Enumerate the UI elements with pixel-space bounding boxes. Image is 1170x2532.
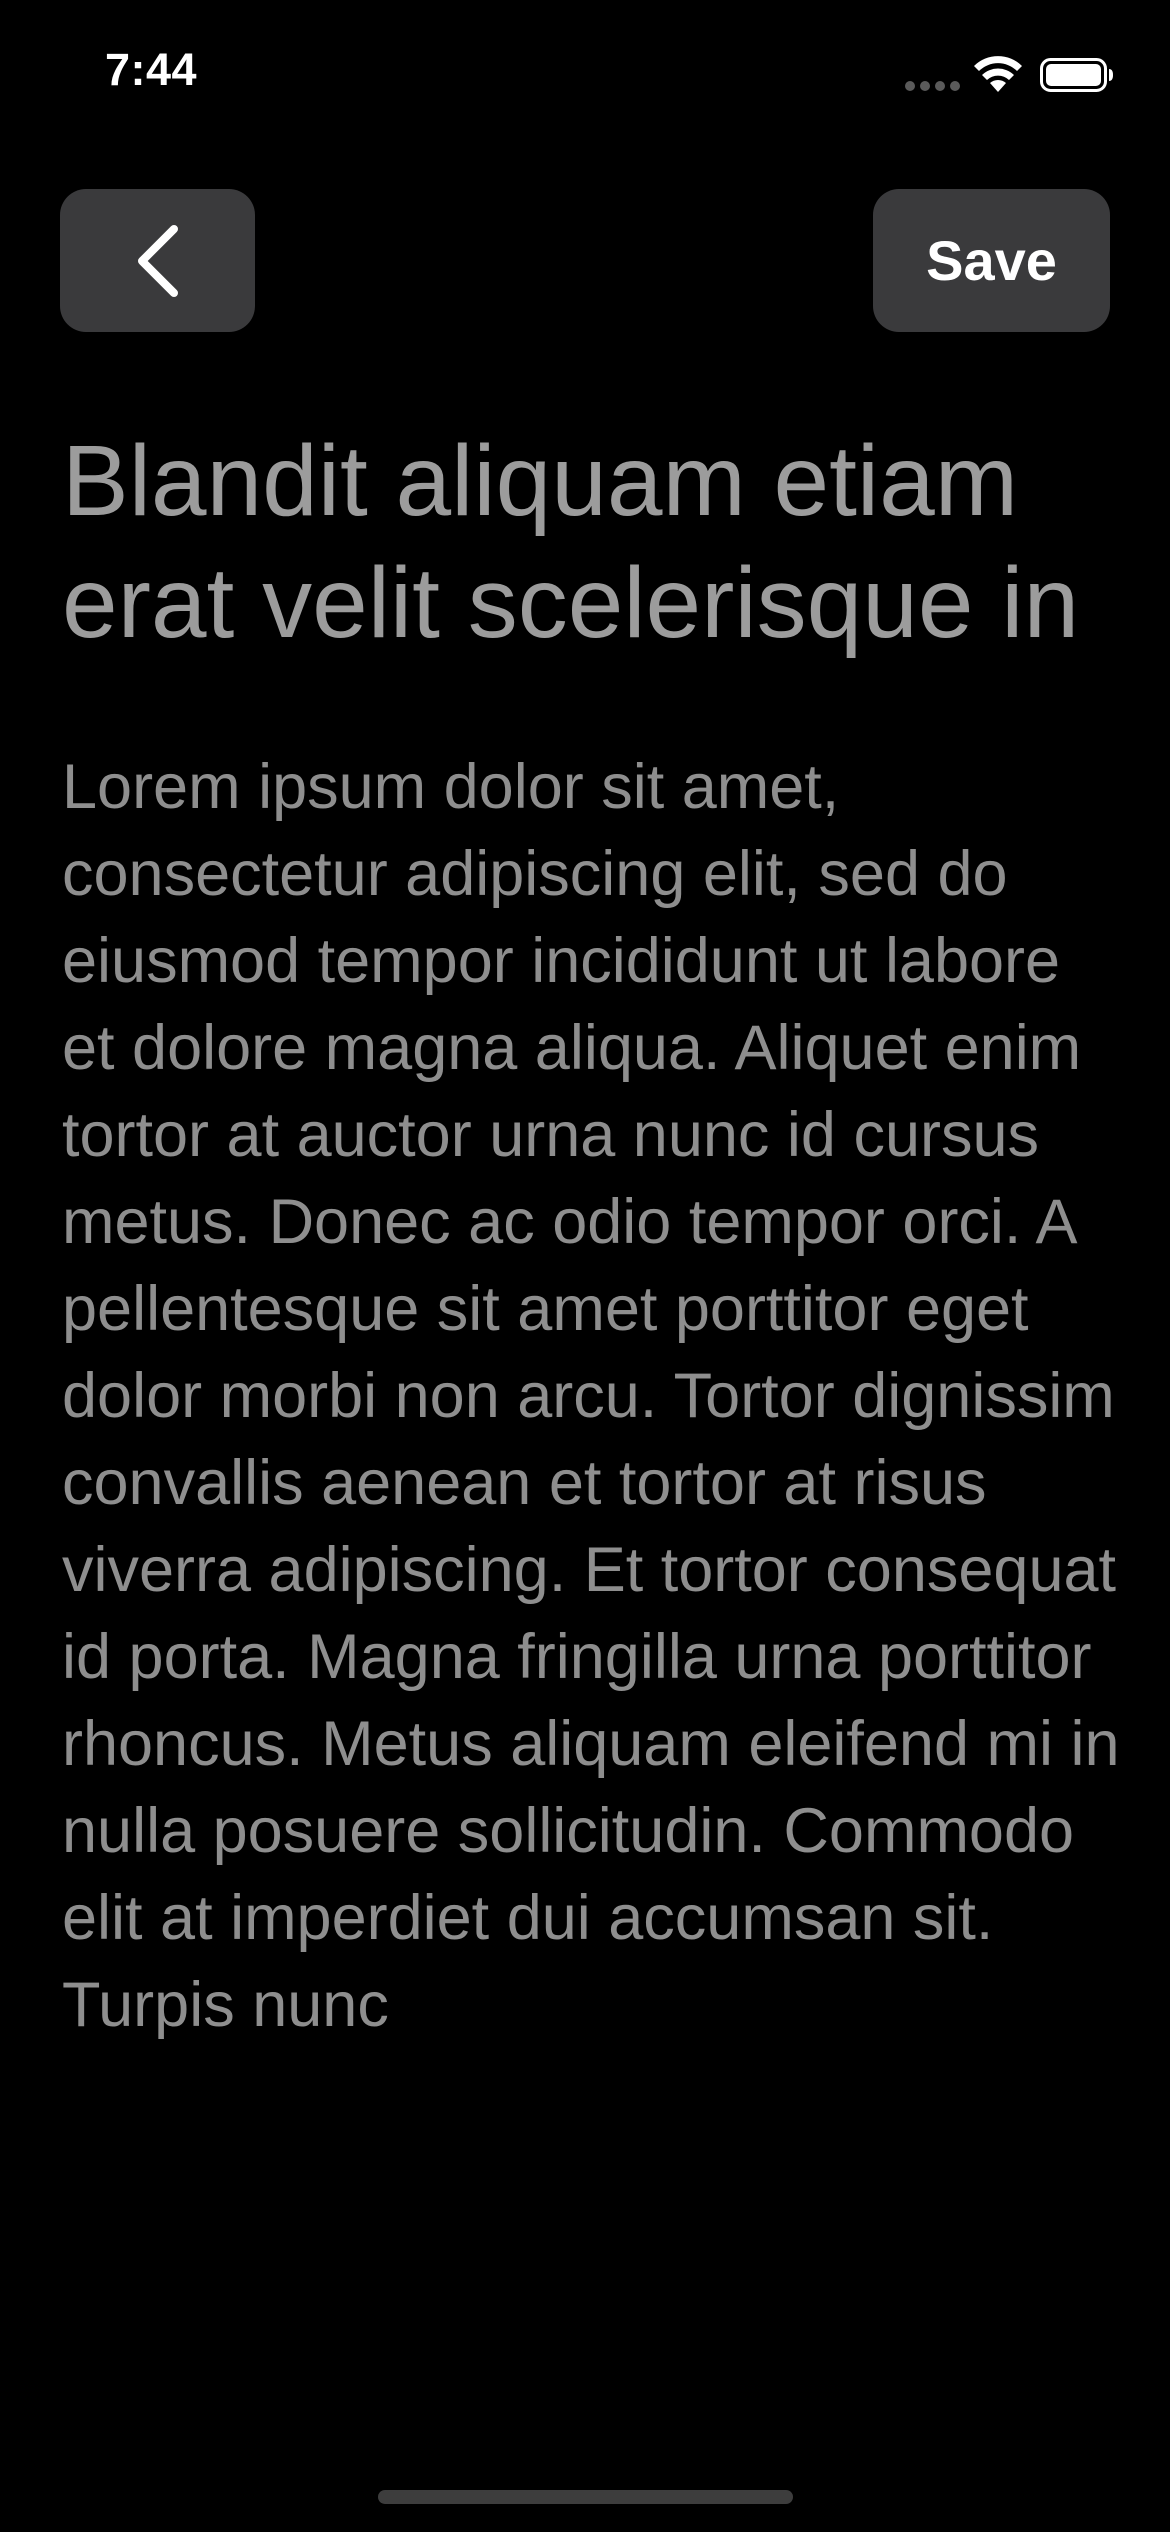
status-bar	[0, 0, 1170, 140]
note-content	[62, 420, 1122, 2049]
back-button[interactable]	[60, 189, 255, 332]
wifi-icon	[972, 54, 1024, 94]
home-indicator[interactable]	[378, 2490, 793, 2504]
cellular-dots-icon	[905, 81, 960, 91]
chevron-left-icon	[132, 223, 184, 299]
note-title[interactable]: Blandit aliquam etiam erat velit scelerisque in	[62, 425, 1080, 659]
save-button[interactable]: Save	[873, 189, 1110, 332]
status-time: 7:44	[105, 44, 198, 95]
battery-icon	[1040, 58, 1114, 92]
note-body[interactable]: Lorem ipsum dolor sit amet, consectetur adipiscing elit, sed do eiusmod tempor incididunt ut labore et dolore magna aliqua. Aliquet enim tortor at auctor urna nunc id cursus metus. Donec ac odio tempor orci. A pellentesque sit amet porttitor eget dolor morbi non arcu. Tortor dignissim convallis aenean et tortor at risus viverra adipiscing. Et tortor consequat id porta. Magna fringilla urna porttitor rhoncus. Metus aliquam eleifend mi in nulla posuere sollicitudin. Commodo elit at imperdiet dui accumsan sit. Turpis nunc	[62, 752, 1120, 2040]
